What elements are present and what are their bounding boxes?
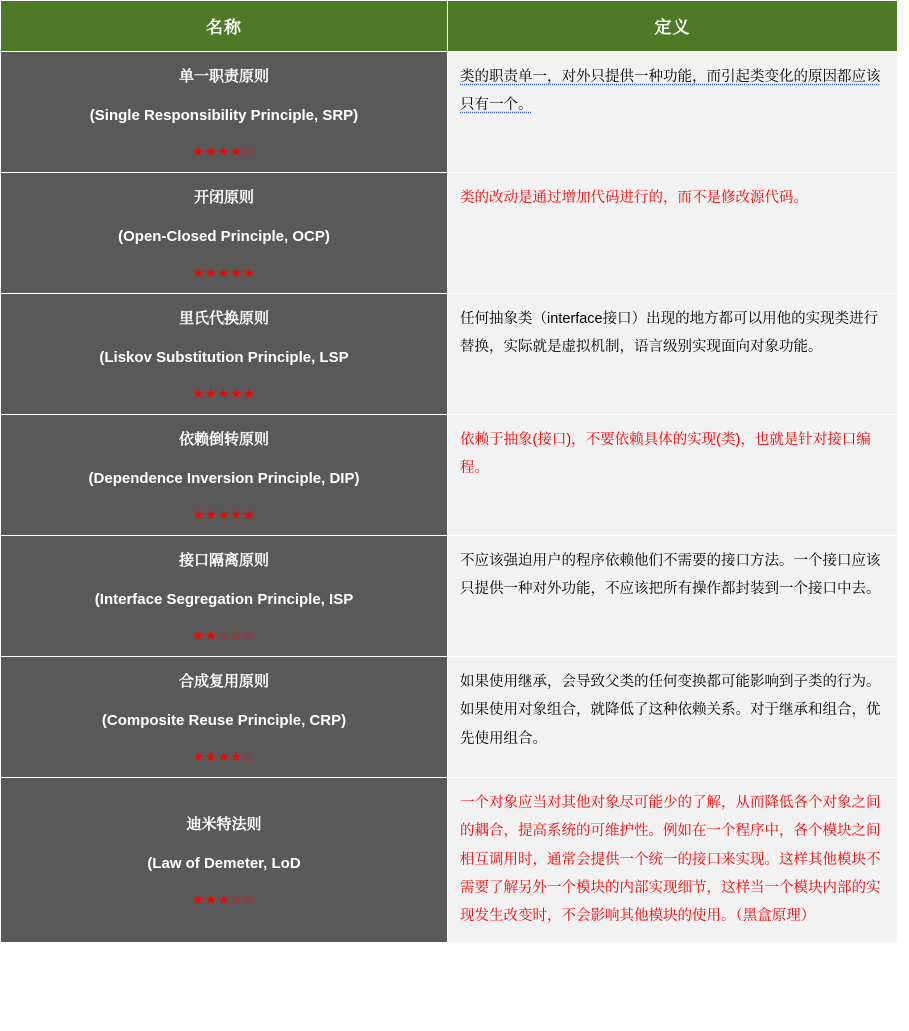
principle-definition-text: 一个对象应当对其他对象尽可能少的了解，从而降低各个对象之间的耦合，提高系统的可维护性。例如在一个程序中，各个模块之间相互调用时，通常会提供一个统一的接口来实现。这样其他模块不需要了解另外一个模块的内部实现细节，这样当一个模块内部的实现发生改变时，不会影响其他模块的使用。（黑盒原理） bbox=[460, 795, 881, 925]
principle-definition-cell bbox=[448, 52, 898, 173]
table-row bbox=[1, 778, 898, 943]
column-header-name: 名称 bbox=[1, 1, 448, 52]
principle-name-cell bbox=[1, 536, 448, 657]
principle-name-cn: 接口隔离原则 bbox=[178, 552, 269, 569]
principle-name-cn: 开闭原则 bbox=[193, 189, 254, 206]
principle-name-en: (Open-Closed Principle, OCP) bbox=[118, 227, 330, 245]
rating-stars: ★★★★★ bbox=[192, 507, 256, 522]
principle-name-en: (Law of Demeter, LoD bbox=[147, 854, 301, 872]
principle-name-en: (Dependence Inversion Principle, DIP) bbox=[88, 469, 360, 487]
principle-name-en: (Single Responsibility Principle, SRP) bbox=[89, 106, 359, 124]
principle-name-cn: 迪米特法则 bbox=[186, 816, 262, 834]
principle-name-en: (Composite Reuse Principle, CRP) bbox=[101, 711, 347, 729]
principle-name-en: (Liskov Substitution Principle, LSP bbox=[99, 348, 349, 366]
table-row bbox=[1, 657, 898, 778]
principle-definition-cell bbox=[448, 778, 898, 943]
principle-name-cell bbox=[1, 52, 448, 173]
rating-stars: ★★★☆☆ bbox=[192, 892, 256, 908]
table-row bbox=[1, 536, 898, 657]
principle-name-cell bbox=[1, 778, 448, 943]
principle-definition-text: 如果使用继承，会导致父类的任何变换都可能影响到子类的行为。如果使用对象组合，就降低了这种依赖关系。对于继承和组合，优先使用组合。 bbox=[460, 674, 881, 747]
principle-name-cn: 依赖倒转原则 bbox=[178, 431, 269, 448]
principle-name-cell bbox=[1, 415, 448, 536]
principle-definition-cell bbox=[448, 657, 898, 778]
principle-definition-text: 类的职责单一，对外只提供一种功能，而引起类变化的原因都应该只有一个。 bbox=[460, 69, 881, 114]
principle-name-cell bbox=[1, 294, 448, 415]
table-row bbox=[1, 415, 898, 536]
principle-definition-text: 不应该强迫用户的程序依赖他们不需要的接口方法。一个接口应该只提供一种对外功能，不应该把所有操作都封装到一个接口中去。 bbox=[460, 553, 881, 598]
rating-stars: ★★★★★ bbox=[192, 265, 256, 280]
principle-name-cn: 单一职责原则 bbox=[178, 68, 269, 85]
principle-definition-cell bbox=[448, 536, 898, 657]
principle-definition-cell bbox=[448, 294, 898, 415]
principle-name-en: (Interface Segregation Principle, ISP bbox=[94, 590, 354, 608]
rating-stars: ★★☆☆☆ bbox=[192, 628, 256, 643]
table-row bbox=[1, 294, 898, 415]
table-header-row bbox=[1, 1, 898, 52]
principle-name-cn: 里氏代换原则 bbox=[178, 310, 269, 327]
principle-definition-text: 任何抽象类（interface接口）出现的地方都可以用他的实现类进行替换，实际就是虚拟机制，语言级别实现面向对象功能。 bbox=[460, 311, 879, 356]
column-header-definition: 定义 bbox=[448, 1, 898, 52]
principle-name-cell bbox=[1, 173, 448, 294]
rating-stars: ★★★★★ bbox=[192, 386, 256, 401]
principle-name-cn: 合成复用原则 bbox=[178, 673, 269, 690]
principle-definition-text: 类的改动是通过增加代码进行的，而不是修改源代码。 bbox=[460, 190, 808, 206]
principle-name-cell bbox=[1, 657, 448, 778]
principle-definition-text: 依赖于抽象(接口)，不要依赖具体的实现(类)，也就是针对接口编程。 bbox=[460, 432, 871, 477]
rating-stars: ★★★★☆ bbox=[192, 144, 256, 159]
table-row bbox=[1, 173, 898, 294]
rating-stars: ★★★★☆ bbox=[192, 749, 256, 764]
principle-definition-cell bbox=[448, 173, 898, 294]
principle-definition-cell bbox=[448, 415, 898, 536]
table-row bbox=[1, 52, 898, 173]
